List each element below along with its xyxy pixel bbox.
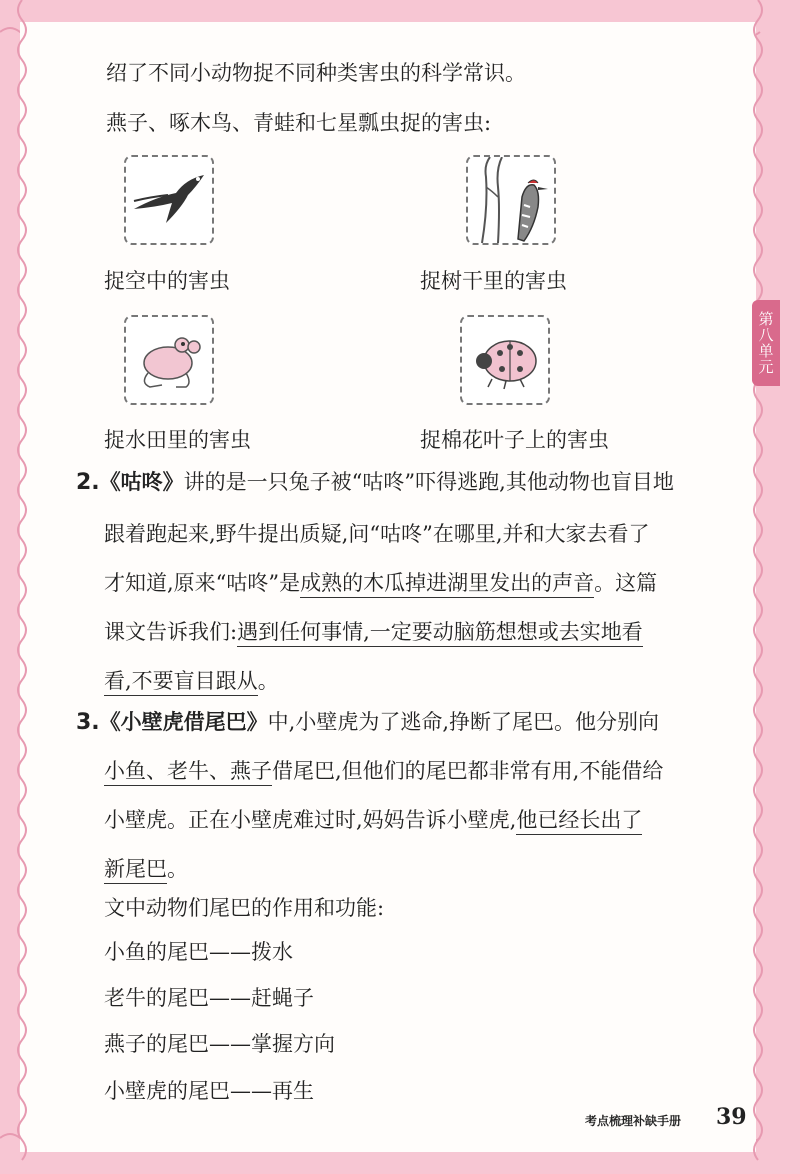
tail-item: 小壁虎的尾巴——再生 xyxy=(104,1079,314,1103)
tails-title: 文中动物们尾巴的作用和功能: xyxy=(104,896,385,920)
answer-newtail-2: 新尾巴 xyxy=(104,857,167,884)
section2-line4: 课文告诉我们:遇到任何事情,一定要动脑筋想想或去实地看 xyxy=(104,617,643,647)
ladybug-icon xyxy=(462,317,548,403)
section3-line4: 新尾巴。 xyxy=(104,854,188,884)
section3-number: 3. xyxy=(76,710,100,735)
swallow-picture xyxy=(124,155,214,245)
tail-item: 燕子的尾巴——掌握方向 xyxy=(104,1032,335,1056)
section3-line3: 小壁虎。正在小壁虎难过时,妈妈告诉小壁虎,他已经长出了 xyxy=(104,805,642,835)
section3-title: 《小壁虎借尾巴》 xyxy=(99,710,268,734)
caption-woodpecker: 捉树干里的害虫 xyxy=(420,269,567,293)
answer-lesson-1: 遇到任何事情,一定要动脑筋想想或去实地看 xyxy=(237,620,643,647)
answer-animals: 小鱼、老牛、燕子 xyxy=(104,759,272,786)
answer-newtail-1: 他已经长出了 xyxy=(516,808,642,835)
caption-ladybug: 捉棉花叶子上的害虫 xyxy=(420,428,609,452)
frog-picture xyxy=(124,315,214,405)
page-number: 39 xyxy=(716,1104,747,1130)
left-wavy-border xyxy=(6,0,36,1174)
section3-line1: 3.《小壁虎借尾巴》中,小壁虎为了逃命,挣断了尾巴。他分别向 xyxy=(76,710,660,735)
woodpecker-picture xyxy=(466,155,556,245)
section2-line2: 跟着跑起来,野牛提出质疑,问“咕咚”在哪里,并和大家去看了 xyxy=(104,522,650,546)
footer-book-title: 考点梳理补缺手册 xyxy=(585,1114,682,1128)
tail-item: 老牛的尾巴——赶蝇子 xyxy=(104,986,314,1010)
section2-line1: 2.《咕咚》讲的是一只兔子被“咕咚”吓得逃跑,其他动物也盲目地 xyxy=(76,470,674,495)
section3-line2: 小鱼、老牛、燕子借尾巴,但他们的尾巴都非常有用,不能借给 xyxy=(104,756,663,786)
answer-lesson-2: 看,不要盲目跟从 xyxy=(104,669,258,696)
answer-sound: 成熟的木瓜掉进湖里发出的声音 xyxy=(300,571,594,598)
caption-frog: 捉水田里的害虫 xyxy=(104,428,251,452)
woodpecker-icon xyxy=(468,157,554,243)
unit-side-tab: 第八单元 xyxy=(752,300,780,386)
section2-title: 《咕咚》 xyxy=(99,470,184,494)
frog-icon xyxy=(126,317,212,403)
section2-line3: 才知道,原来“咕咚”是成熟的木瓜掉进湖里发出的声音。这篇 xyxy=(104,568,657,598)
section2-number: 2. xyxy=(76,470,100,495)
section2-line5: 看,不要盲目跟从。 xyxy=(104,666,279,696)
catch-title: 燕子、啄木鸟、青蛙和七星瓢虫捉的害虫: xyxy=(106,111,492,135)
right-wavy-border xyxy=(744,0,774,1174)
swallow-icon xyxy=(126,157,212,243)
caption-swallow: 捉空中的害虫 xyxy=(104,269,230,293)
tail-item: 小鱼的尾巴——拨水 xyxy=(104,940,293,964)
intro-line: 绍了不同小动物捉不同种类害虫的科学常识。 xyxy=(106,61,526,85)
ladybug-picture xyxy=(460,315,550,405)
